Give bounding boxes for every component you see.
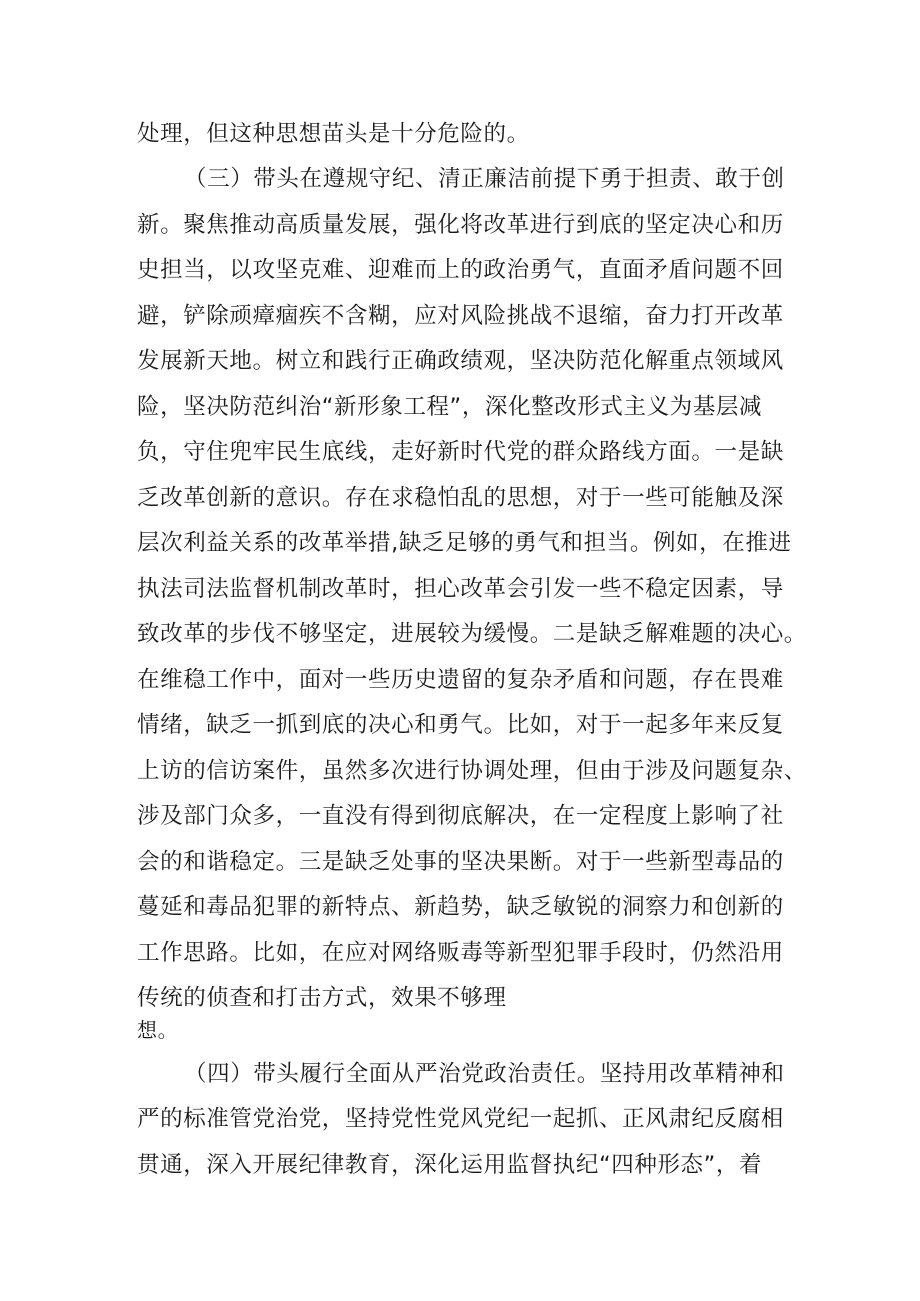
text-line: 层次利益关系的改革举措,缺乏足够的勇气和担当。例如，在推进 [137,530,792,556]
text-line: 执法司法监督机制改革时，担心改革会引发一些不稳定因素，导 [137,576,784,602]
paragraph-heading-3: （三）带头在遵规守纪、清正廉洁前提下勇于担责、敢于创 [184,166,785,192]
text-line: 传统的侦查和打击方式，效果不够理 [137,985,507,1011]
text-line: 涉及部门众多，一直没有得到彻底解决，在一定程度上影响了社 [137,803,784,829]
text-line: 蔓延和毒品犯罪的新特点、新趋势，缺乏敏锐的洞察力和创新的 [137,894,784,920]
text-line: 情绪，缺乏一抓到底的决心和勇气。比如，对于一起多年来反复 [137,712,784,738]
text-line: 负，守住兜牢民生底线，走好新时代党的群众路线方面。一是缺 [137,439,784,465]
text-line: 工作思路。比如，在应对网络贩毒等新型犯罪手段时，仍然沿用 [137,940,784,966]
text-line: 发展新天地。树立和践行正确政绩观，坚决防范化解重点领域风 [137,348,784,374]
text-line: 上访的信访案件，虽然多次进行协调处理，但由于涉及问题复杂、 [137,758,807,784]
text-line: 避，铲除顽瘴痼疾不含糊，应对风险挑战不退缩，奋力打开改革 [137,303,784,329]
text-line: 贯通，深入开展纪律教育，深化运用监督执纪“四种形态”，着 [137,1152,763,1178]
paragraph-heading-4: （四）带头履行全面从严治党政治责任。坚持用改革精神和 [184,1061,785,1087]
text-line: 会的和谐稳定。三是缺乏处事的坚决果断。对于一些新型毒品的 [137,849,784,875]
text-line: 严的标准管党治党，坚持党性党风党纪一起抓、正风肃纪反腐相 [137,1106,784,1132]
text-line: 致改革的步伐不够坚定，进展较为缓慢。二是缺乏解难题的决心。 [137,621,807,647]
text-line: 在维稳工作中，面对一些历史遗留的复杂矛盾和问题，存在畏难 [137,667,784,693]
text-line: 想。 [137,1018,179,1042]
text-line: 处理，但这种思想苗头是十分危险的。 [137,121,530,147]
text-line: 新。聚焦推动高质量发展，强化将改革进行到底的坚定决心和历 [137,212,784,238]
text-line: 乏改革创新的意识。存在求稳怕乱的思想，对于一些可能触及深 [137,485,784,511]
text-line: 史担当，以攻坚克难、迎难而上的政治勇气，直面矛盾问题不回 [137,257,784,283]
text-line: 险，坚决防范纠治“新形象工程”，深化整改形式主义为基层减 [137,394,763,420]
